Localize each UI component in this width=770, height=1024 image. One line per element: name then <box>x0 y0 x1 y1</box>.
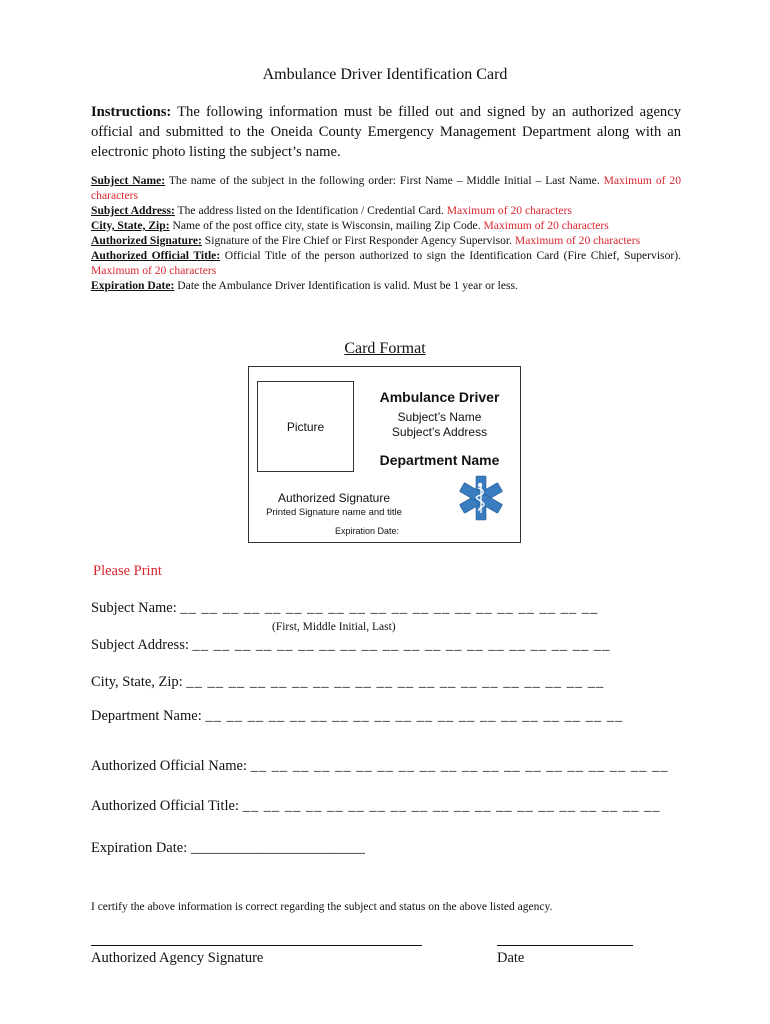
city-state-zip-blanks[interactable]: __ __ __ __ __ __ __ __ __ __ __ __ __ __ __ __ __ __ __ __ <box>186 674 605 690</box>
please-print-label: Please Print <box>93 563 162 579</box>
card-department-name: Department Name <box>379 452 500 468</box>
definition-city-state-zip: City, State, Zip: Name of the post office city, state is Wisconsin, mailing Zip Code. Maximum of 20 characters <box>91 219 609 232</box>
city-state-zip-label: City, State, Zip: <box>91 674 187 690</box>
subject-address-blanks[interactable]: __ __ __ __ __ __ __ __ __ __ __ __ __ __ __ __ __ __ __ __ <box>192 637 611 653</box>
subject-name-label: Subject Name: <box>91 600 181 616</box>
card-authorized-signature: Authorized Signature <box>277 491 391 505</box>
definition-subject-address: Subject Address: The address listed on the Identification / Credential Card. Maximum of 20 characters <box>91 204 572 217</box>
expiration-date-blanks[interactable]: ________________________ <box>190 840 365 856</box>
certification-statement: I certify the above information is correct regarding the subject and status on the above listed agency. <box>91 901 553 913</box>
card-subject-name: Subject’s Name <box>397 410 482 424</box>
instructions-label: Instructions: <box>91 104 172 120</box>
subject-name-hint: (First, Middle Initial, Last) <box>272 621 396 633</box>
expiration-date-field[interactable] <box>91 840 365 857</box>
date-signature-line[interactable] <box>497 945 633 946</box>
card-ambulance-driver: Ambulance Driver <box>379 389 500 405</box>
authorized-official-title-label: Authorized Official Title: <box>91 798 243 814</box>
department-name-field[interactable] <box>91 708 623 725</box>
definition-subject-name: Subject Name: The name of the subject in the following order: First Name – Middle Initial – Last Name. Maximum of 20 characters <box>91 174 682 202</box>
department-name-label: Department Name: <box>91 708 206 724</box>
authorized-official-title-blanks[interactable]: __ __ __ __ __ __ __ __ __ __ __ __ __ __ __ __ __ __ __ __ <box>242 798 661 814</box>
card-expiration-date: Expiration Date: <box>335 526 400 536</box>
card-subject-address: Subject’s Address <box>391 425 488 439</box>
city-state-zip-field[interactable] <box>91 674 604 691</box>
expiration-date-label: Expiration Date: <box>91 840 191 856</box>
instructions-text: The following information must be filled out and signed by an authorized agency official and submitted to the Oneida County Emergency Management Department along with an electronic photo listing the subject’s name. <box>91 104 681 160</box>
date-label: Date <box>497 950 525 966</box>
authorized-official-title-field[interactable] <box>91 798 660 815</box>
picture-box <box>257 381 354 472</box>
definition-expiration-date: Expiration Date: Date the Ambulance Driver Identification is valid. Must be 1 year or less. <box>91 279 518 292</box>
star-of-life-icon <box>456 474 506 522</box>
subject-name-blanks[interactable]: __ __ __ __ __ __ __ __ __ __ __ __ __ __ __ __ __ __ __ __ <box>180 600 599 616</box>
agency-signature-label: Authorized Agency Signature <box>91 950 264 966</box>
instructions-paragraph <box>91 102 681 162</box>
subject-name-field[interactable] <box>91 600 598 617</box>
document-title: Ambulance Driver Identification Card <box>262 66 508 83</box>
authorized-official-name-blanks[interactable]: __ __ __ __ __ __ __ __ __ __ __ __ __ __ __ __ __ __ __ __ <box>250 758 669 774</box>
card-format-heading: Card Format <box>344 340 426 357</box>
subject-address-field[interactable] <box>91 637 610 654</box>
authorized-official-name-label: Authorized Official Name: <box>91 758 251 774</box>
department-name-blanks[interactable]: __ __ __ __ __ __ __ __ __ __ __ __ __ __ __ __ __ __ __ __ <box>205 708 624 724</box>
subject-address-label: Subject Address: <box>91 637 193 653</box>
agency-signature-line[interactable] <box>91 945 422 946</box>
id-card-sample <box>248 366 521 543</box>
definition-authorized-official-title: Authorized Official Title: Official Title of the person authorized to sign the Identification Card (Fire Chief, Supervisor). Maximum of 20 characters <box>91 249 681 277</box>
card-printed-signature: Printed Signature name and title <box>266 507 402 518</box>
definition-authorized-signature: Authorized Signature: Signature of the Fire Chief or First Responder Agency Supervisor. Maximum of 20 characters <box>91 234 641 247</box>
picture-label: Picture <box>286 419 325 434</box>
field-definitions <box>91 173 681 293</box>
authorized-official-name-field[interactable] <box>91 758 668 775</box>
